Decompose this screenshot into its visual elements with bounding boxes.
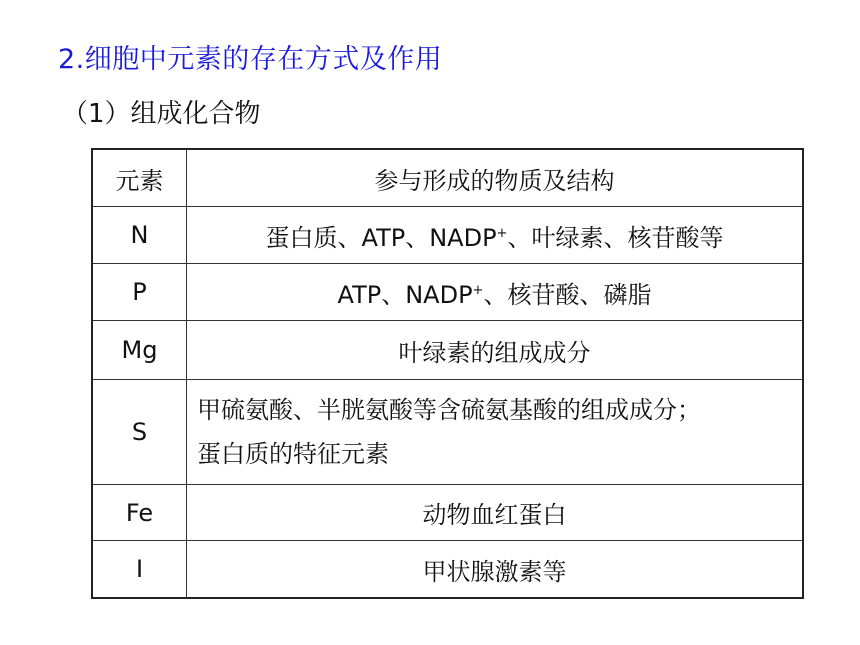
element-cell: Mg <box>92 321 187 380</box>
header-element: 元素 <box>92 149 187 207</box>
role-line-2: 蛋白质的特征元素 <box>197 440 389 468</box>
element-cell: S <box>92 380 187 485</box>
superscript-plus: + <box>472 282 484 298</box>
table-row <box>92 380 803 485</box>
role-text-suffix: 、叶绿素、核苷酸等 <box>507 223 724 252</box>
element-cell: P <box>92 264 187 321</box>
table-row <box>92 264 803 321</box>
table-row <box>92 207 803 264</box>
role-cell <box>187 380 804 485</box>
role-line-1: 甲硫氨酸、半胱氨酸等含硫氨基酸的组成成分； <box>197 396 701 424</box>
elements-table <box>91 148 804 599</box>
role-cell: 动物血红蛋白 <box>187 485 804 541</box>
subsection-heading: （1）组成化合物 <box>62 99 261 129</box>
table-row <box>92 541 803 599</box>
element-cell: N <box>92 207 187 264</box>
table-row <box>92 485 803 541</box>
superscript-plus: + <box>496 225 508 241</box>
role-cell <box>187 264 804 321</box>
section-heading: 2.细胞中元素的存在方式及作用 <box>58 44 443 75</box>
role-text-suffix: 、核苷酸、磷脂 <box>483 280 652 309</box>
role-cell <box>187 207 804 264</box>
element-cell: I <box>92 541 187 599</box>
table-row <box>92 321 803 380</box>
role-text: 蛋白质、ATP、NADP <box>265 223 497 252</box>
header-role: 参与形成的物质及结构 <box>187 149 804 207</box>
role-text: ATP、NADP <box>337 280 473 309</box>
element-cell: Fe <box>92 485 187 541</box>
role-cell: 甲状腺激素等 <box>187 541 804 599</box>
role-cell: 叶绿素的组成成分 <box>187 321 804 380</box>
table-header-row <box>92 149 803 207</box>
